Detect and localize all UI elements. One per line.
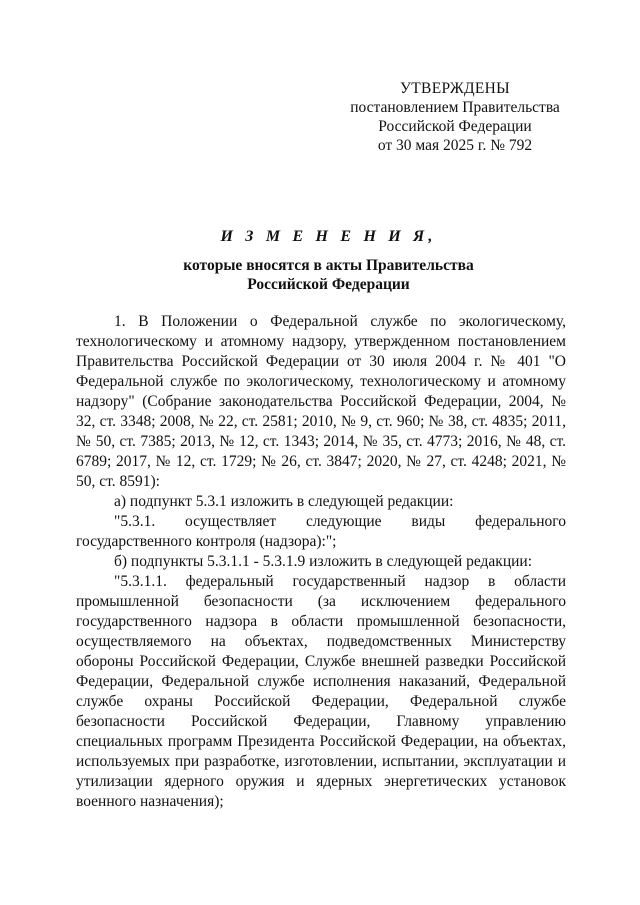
- approval-line-2: Российской Федерации: [378, 118, 532, 135]
- approval-line-1: постановлением Правительства: [350, 99, 560, 116]
- document-title: И З М Е Н Е Н И Я,: [220, 228, 437, 245]
- document-heading: [90, 227, 567, 294]
- paragraph-1: 1. В Положении о Федеральной службе по экологическому, технологическому и атомному надзору, утвержденном постановлением Правительства Российской Федерации от 30 июля 2004 г. № 401 "О Федеральной службе по экологическому, технологическому и атомному надзору" (Собрание законодательства Российской Федерации, 2004, № 32, ст. 3348; 2008, № 22, ст. 2581; 2010, № 9, ст. 960; № 38, ст. 4835; 2011, № 50, ст. 7385; 2013, № 12, ст. 1343; 2014, № 35, ст. 4773; 2016, № 48, ст. 6789; 2017, № 12, ст. 1729; № 26, ст. 3847; 2020, № 27, ст. 4248; 2021, № 50, ст. 8591):: [76, 313, 566, 490]
- document-subtitle-line-1: которые вносятся в акты Правительства: [183, 257, 474, 274]
- approval-stamp: [340, 79, 570, 155]
- paragraph-4: б) подпункты 5.3.1.1 - 5.3.1.9 изложить в следующей редакции:: [114, 553, 533, 570]
- approval-line-3: от 30 мая 2025 г. № 792: [377, 137, 533, 154]
- document-subtitle-line-2: Российской Федерации: [247, 276, 410, 293]
- document-body: [76, 312, 566, 812]
- paragraph-3: "5.3.1. осуществляет следующие виды федерального государственного контроля (надзора):";: [76, 513, 566, 550]
- paragraph-5: "5.3.1.1. федеральный государственный надзор в области промышленной безопасности (за исключением федерального государственного надзора в области промышленной безопасности, осуществляемого на объектах, подведомственных Министерству обороны Российской Федерации, Службе внешней разведки Российской Федерации, Федеральной службе исполнения наказаний, Федеральной службе охраны Российской Федерации, Федеральной службе безопасности Российской Федерации, Главному управлению специальных программ Президента Российской Федерации, на объектах, используемых при разработке, изготовлении, испытании, эксплуатации и утилизации ядерного оружия и ядерных энергетических установок военного назначения);: [76, 573, 566, 810]
- paragraph-2: а) подпункт 5.3.1 изложить в следующей редакции:: [114, 493, 454, 510]
- approval-title: УТВЕРЖДЕНЫ: [400, 80, 510, 97]
- document-subtitle: [90, 256, 567, 294]
